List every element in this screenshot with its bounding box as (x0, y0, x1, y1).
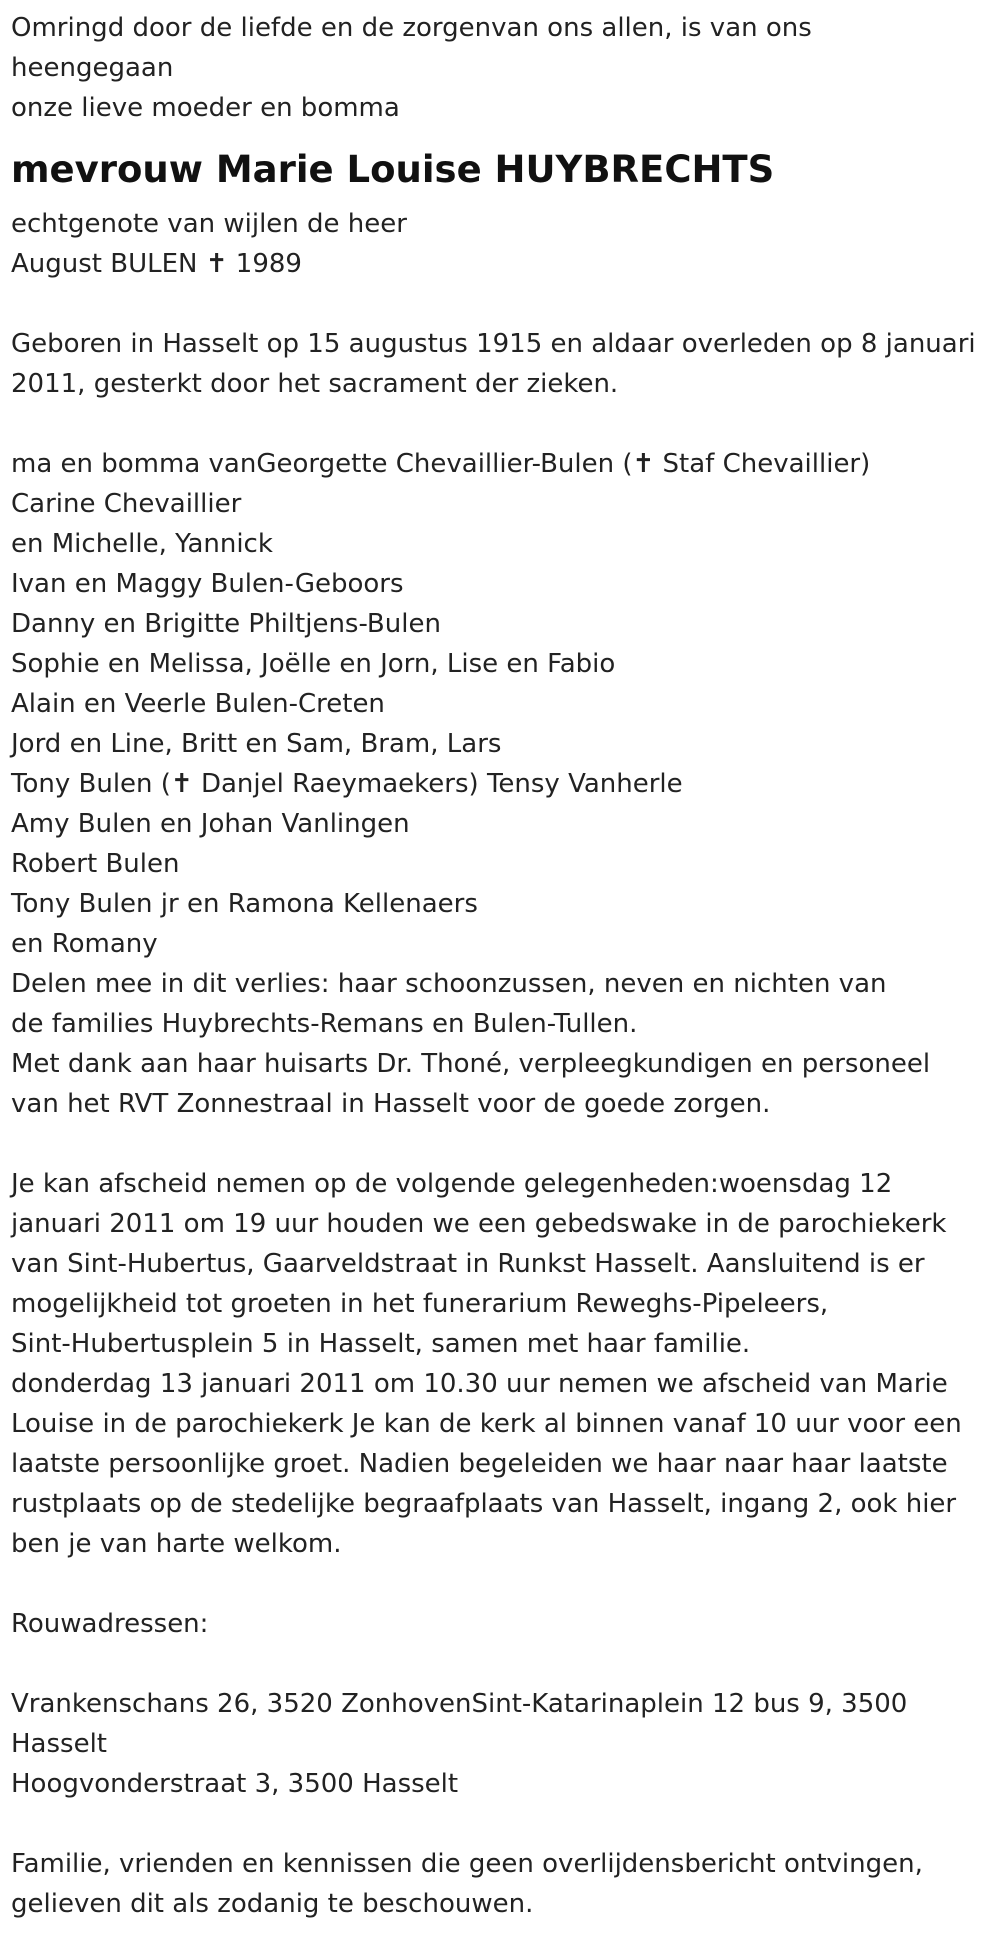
intro-line: Omringd door de liefde en de zorgenvan ons allen, is van ons (11, 13, 812, 43)
intro-text (11, 8, 996, 128)
family-line: Robert Bulen (11, 849, 180, 879)
family-line: en Michelle, Yannick (11, 529, 273, 559)
family-line: de families Huybrechts-Remans en Bulen-Tullen. (11, 1009, 638, 1039)
farewell-line: mogelijkheid tot groeten in het funerarium Reweghs-Pipeleers, (11, 1289, 829, 1319)
spacer (11, 404, 996, 444)
family-line: en Romany (11, 929, 158, 959)
farewell-line: rustplaats op de stedelijke begraafplaats van Hasselt, ingang 2, ook hier (11, 1489, 957, 1519)
address-line: Hoogvonderstraat 3, 3500 Hasselt (11, 1769, 459, 1799)
spacer (11, 1564, 996, 1604)
family-line: Met dank aan haar huisarts Dr. Thoné, verpleegkundigen en personeel (11, 1049, 931, 1079)
birth-death-line: Geboren in Hasselt op 15 augustus 1915 en aldaar overleden op 8 januari (11, 329, 976, 359)
spouse-line: echtgenote van wijlen de heer (11, 209, 407, 239)
family-line: ma en bomma vanGeorgette Chevaillier-Bulen (✝ Staf Chevaillier) (11, 449, 871, 479)
farewell-text (11, 1164, 996, 1564)
family-line: Amy Bulen en Johan Vanlingen (11, 809, 410, 839)
spouse-line: August BULEN ✝ 1989 (11, 249, 302, 279)
farewell-line: donderdag 13 januari 2011 om 10.30 uur nemen we afscheid van Marie (11, 1369, 948, 1399)
family-line: Danny en Brigitte Philtjens-Bulen (11, 609, 441, 639)
birth-death-text (11, 324, 996, 404)
family-line: Sophie en Melissa, Joëlle en Jorn, Lise en Fabio (11, 649, 616, 679)
spouse-text (11, 204, 996, 284)
family-list (11, 444, 996, 1124)
addresses (11, 1684, 996, 1804)
closing-text (11, 1844, 996, 1924)
spacer (11, 1124, 996, 1164)
intro-line: onze lieve moeder en bomma (11, 93, 400, 123)
farewell-line: januari 2011 om 19 uur houden we een gebedswake in de parochiekerk (11, 1209, 947, 1239)
family-line: Tony Bulen (✝ Danjel Raeymaekers) Tensy Vanherle (11, 769, 683, 799)
rouwadressen-heading: Rouwadressen: (11, 1609, 209, 1639)
intro-line: heengegaan (11, 53, 174, 83)
family-line: Jord en Line, Britt en Sam, Bram, Lars (11, 729, 502, 759)
farewell-line: van Sint-Hubertus, Gaarveldstraat in Runkst Hasselt. Aansluitend is er (11, 1249, 925, 1279)
farewell-line: ben je van harte welkom. (11, 1529, 342, 1559)
closing-line: Familie, vrienden en kennissen die geen overlijdensbericht ontvingen, (11, 1849, 923, 1879)
family-line: Alain en Veerle Bulen-Creten (11, 689, 385, 719)
closing-line: gelieven dit als zodanig te beschouwen. (11, 1889, 534, 1919)
farewell-line: Sint-Hubertusplein 5 in Hasselt, samen met haar familie. (11, 1329, 751, 1359)
family-line: Carine Chevaillier (11, 489, 242, 519)
family-line: Ivan en Maggy Bulen-Geboors (11, 569, 404, 599)
farewell-line: laatste persoonlijke groet. Nadien begeleiden we haar naar haar laatste (11, 1449, 948, 1479)
birth-death-line: 2011, gesterkt door het sacrament der zieken. (11, 369, 619, 399)
address-line: Hasselt (11, 1729, 107, 1759)
spacer (11, 1644, 996, 1684)
address-line: Vrankenschans 26, 3520 ZonhovenSint-Katarinaplein 12 bus 9, 3500 (11, 1689, 908, 1719)
spacer (11, 284, 996, 324)
farewell-line: Louise in de parochiekerk Je kan de kerk al binnen vanaf 10 uur voor een (11, 1409, 962, 1439)
family-line: Tony Bulen jr en Ramona Kellenaers (11, 889, 478, 919)
spacer (11, 1804, 996, 1844)
deceased-name: mevrouw Marie Louise HUYBRECHTS (11, 148, 775, 191)
farewell-line: Je kan afscheid nemen op de volgende gelegenheden:woensdag 12 (11, 1169, 893, 1199)
obituary-document (11, 8, 996, 1924)
family-line: Delen mee in dit verlies: haar schoonzussen, neven en nichten van (11, 969, 887, 999)
family-line: van het RVT Zonnestraal in Hasselt voor de goede zorgen. (11, 1089, 771, 1119)
